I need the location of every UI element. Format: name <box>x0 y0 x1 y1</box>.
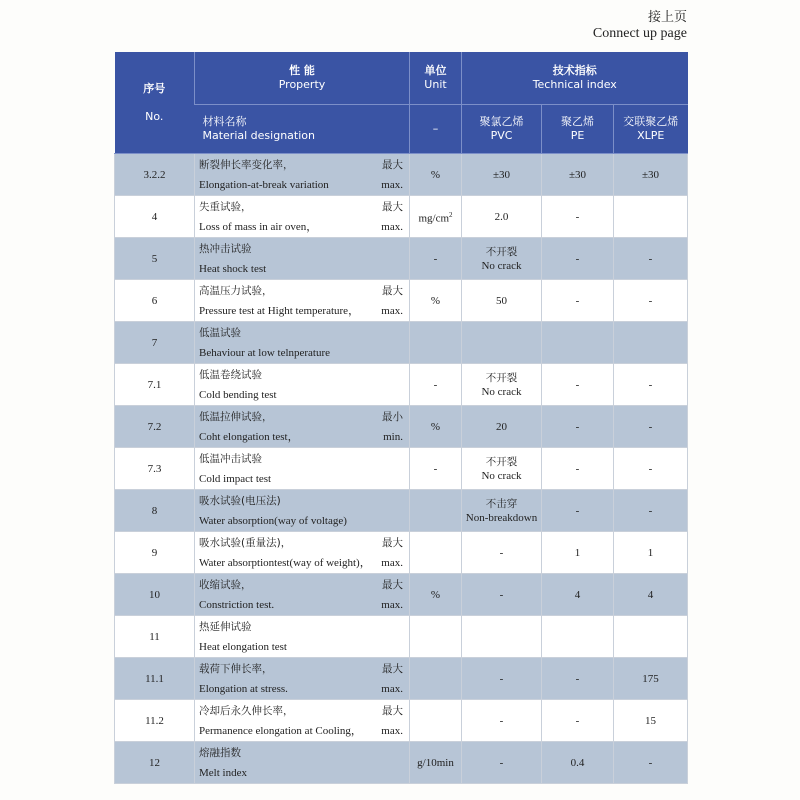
cell-unit: % <box>410 574 462 616</box>
pvc-value: Non-breakdown <box>465 511 538 524</box>
cell-property <box>195 490 410 532</box>
cell-property <box>195 364 410 406</box>
pvc-value-zh: 不击穿 <box>485 497 518 510</box>
limit-en: min. <box>383 431 403 443</box>
cell-property <box>195 448 410 490</box>
cell-pe <box>542 616 614 658</box>
limit-zh: 最大 <box>382 705 403 717</box>
cell-xlpe: - <box>614 238 688 280</box>
pvc-value: 50 <box>496 294 507 307</box>
pvc-value: ±30 <box>492 168 511 181</box>
cell-pvc <box>462 364 542 406</box>
cell-pe: - <box>542 238 614 280</box>
unit-superscript: 2 <box>449 210 453 219</box>
pvc-value: - <box>499 588 504 601</box>
cell-no: 3.2.2 <box>115 154 195 196</box>
limit-zh: 最大 <box>382 285 403 297</box>
limit-en: max. <box>381 683 403 695</box>
cell-unit <box>410 322 462 364</box>
property-zh: 热冲击试验 <box>199 243 252 255</box>
cell-property <box>195 238 410 280</box>
property-zh: 低温冲击试验 <box>199 453 262 465</box>
property-zh: 吸水试验(电压法) <box>199 495 281 507</box>
cell-property <box>195 532 410 574</box>
property-en: Loss of mass in air oven， <box>199 221 318 233</box>
property-en: Cold impact test <box>199 473 272 485</box>
table-row <box>115 574 688 616</box>
table-row <box>115 658 688 700</box>
cell-no: 7 <box>115 322 195 364</box>
cell-xlpe: 175 <box>614 658 688 700</box>
cell-pe: - <box>542 490 614 532</box>
table-row <box>115 742 688 784</box>
property-en: Water absorption(way of voltage) <box>199 515 347 527</box>
header-pe: 聚乙烯 PE <box>542 105 614 154</box>
cell-pvc <box>462 658 542 700</box>
cell-no: 8 <box>115 490 195 532</box>
cell-xlpe: - <box>614 406 688 448</box>
pvc-value-zh: 不开裂 <box>485 455 518 468</box>
property-en: Water absorptiontest(way of weight)， <box>199 557 371 569</box>
pvc-value: 2.0 <box>494 210 509 223</box>
property-en: Elongation at stress. <box>199 683 288 695</box>
continuation-en: Connect up page <box>592 26 687 41</box>
header-material: 材料名称 Material designation <box>195 105 410 154</box>
pvc-value: - <box>499 756 504 769</box>
table-row <box>115 154 688 196</box>
header-property: 性 能 Property <box>195 52 410 105</box>
cell-unit: - <box>410 448 462 490</box>
pvc-value: No crack <box>481 385 522 398</box>
pvc-value: - <box>499 714 504 727</box>
property-zh: 收缩试验， <box>199 579 252 591</box>
property-en: Heat shock test <box>199 263 267 275</box>
cell-unit: % <box>410 406 462 448</box>
pvc-value: No crack <box>481 259 522 272</box>
cell-unit <box>410 616 462 658</box>
cell-unit <box>410 532 462 574</box>
cell-pe: - <box>542 406 614 448</box>
pvc-value: - <box>499 672 504 685</box>
table-row <box>115 364 688 406</box>
cell-xlpe: ±30 <box>614 154 688 196</box>
property-en: Coht elongation test， <box>199 431 299 443</box>
cell-property <box>195 574 410 616</box>
cell-xlpe <box>614 616 688 658</box>
continuation-note <box>593 10 687 42</box>
property-zh: 高温压力试验， <box>199 285 273 297</box>
cell-xlpe: 4 <box>614 574 688 616</box>
cell-xlpe: - <box>614 448 688 490</box>
cell-pvc <box>462 280 542 322</box>
property-en: Pressure test at Hight temperature， <box>199 305 360 317</box>
header-unit-dash: – <box>410 105 462 154</box>
cell-pe: ±30 <box>542 154 614 196</box>
cell-property <box>195 322 410 364</box>
cell-xlpe: 15 <box>614 700 688 742</box>
property-en: Elongation-at-break variation <box>199 179 329 191</box>
cell-no: 5 <box>115 238 195 280</box>
cell-property <box>195 154 410 196</box>
limit-en: max. <box>381 179 403 191</box>
cell-unit: % <box>410 280 462 322</box>
table-row <box>115 448 688 490</box>
cell-pe: - <box>542 364 614 406</box>
continuation-zh: 接上页 <box>647 10 687 25</box>
cell-property <box>195 196 410 238</box>
limit-en: max. <box>381 305 403 317</box>
property-en: Constriction test. <box>199 599 275 611</box>
property-zh: 低温卷绕试验 <box>199 369 262 381</box>
cell-pvc <box>462 238 542 280</box>
pvc-value: No crack <box>481 469 522 482</box>
property-en: Permanence elongation at Cooling， <box>199 725 362 737</box>
cell-property <box>195 280 410 322</box>
pvc-value-zh: 不开裂 <box>485 371 518 384</box>
property-zh: 断裂伸长率变化率， <box>199 159 294 171</box>
limit-en: max. <box>381 599 403 611</box>
pvc-value-zh: 不开裂 <box>485 245 518 258</box>
cell-property <box>195 658 410 700</box>
limit-zh: 最大 <box>382 159 403 171</box>
cell-xlpe: - <box>614 280 688 322</box>
cell-no: 10 <box>115 574 195 616</box>
cell-unit <box>410 700 462 742</box>
cell-xlpe: - <box>614 742 688 784</box>
table-row <box>115 322 688 364</box>
property-zh: 吸水试验(重量法)， <box>199 537 292 549</box>
cell-pe: - <box>542 700 614 742</box>
cell-no: 6 <box>115 280 195 322</box>
cell-pvc <box>462 322 542 364</box>
table-row <box>115 700 688 742</box>
limit-en: max. <box>381 725 403 737</box>
table-row <box>115 406 688 448</box>
cell-pe: 4 <box>542 574 614 616</box>
cell-property <box>195 742 410 784</box>
table-row <box>115 490 688 532</box>
cell-property <box>195 616 410 658</box>
cell-pvc <box>462 616 542 658</box>
cell-pe: - <box>542 658 614 700</box>
cell-unit <box>410 490 462 532</box>
limit-zh: 最大 <box>382 579 403 591</box>
technical-index-table <box>114 52 688 784</box>
cell-pvc <box>462 448 542 490</box>
table-row <box>115 196 688 238</box>
cell-pe: - <box>542 280 614 322</box>
cell-pe: - <box>542 196 614 238</box>
cell-pvc <box>462 154 542 196</box>
table-row <box>115 280 688 322</box>
property-en: Behaviour at low telnperature <box>199 347 331 359</box>
cell-no: 11 <box>115 616 195 658</box>
cell-pe: 1 <box>542 532 614 574</box>
property-zh: 冷却后永久伸长率， <box>199 705 294 717</box>
cell-xlpe <box>614 196 688 238</box>
property-zh: 低温试验 <box>199 327 241 339</box>
cell-unit: g/10min <box>410 742 462 784</box>
property-zh: 载荷下伸长率， <box>199 663 273 675</box>
limit-zh: 最大 <box>382 537 403 549</box>
property-zh: 失重试验， <box>199 201 252 213</box>
property-zh: 熔融指数 <box>199 747 241 759</box>
cell-no: 11.2 <box>115 700 195 742</box>
pvc-value: - <box>499 546 504 559</box>
limit-en: max. <box>381 221 403 233</box>
cell-pvc <box>462 406 542 448</box>
limit-zh: 最大 <box>382 663 403 675</box>
cell-xlpe <box>614 322 688 364</box>
cell-no: 4 <box>115 196 195 238</box>
cell-unit: - <box>410 364 462 406</box>
limit-zh: 最大 <box>382 201 403 213</box>
cell-no: 7.2 <box>115 406 195 448</box>
cell-no: 7.3 <box>115 448 195 490</box>
table-row <box>115 238 688 280</box>
header-technical-index: 技术指标 Technical index <box>462 52 688 105</box>
cell-pe: 0.4 <box>542 742 614 784</box>
property-en: Heat elongation test <box>199 641 287 653</box>
property-zh: 热延伸试验 <box>199 621 252 633</box>
header-no: 序号 No. <box>115 52 195 154</box>
cell-pvc <box>462 490 542 532</box>
cell-xlpe: - <box>614 364 688 406</box>
cell-pe: - <box>542 448 614 490</box>
cell-property <box>195 700 410 742</box>
cell-unit: % <box>410 154 462 196</box>
cell-no: 11.1 <box>115 658 195 700</box>
pvc-value: 20 <box>496 420 507 433</box>
cell-pe <box>542 322 614 364</box>
cell-pvc <box>462 532 542 574</box>
cell-pvc <box>462 742 542 784</box>
limit-en: max. <box>381 557 403 569</box>
cell-pvc <box>462 574 542 616</box>
property-zh: 低温拉伸试验， <box>199 411 273 423</box>
cell-pvc <box>462 196 542 238</box>
table-row <box>115 616 688 658</box>
cell-pvc <box>462 700 542 742</box>
cell-no: 9 <box>115 532 195 574</box>
header-xlpe: 交联聚乙烯 XLPE <box>614 105 688 154</box>
cell-no: 12 <box>115 742 195 784</box>
cell-xlpe: 1 <box>614 532 688 574</box>
property-en: Melt index <box>199 767 247 779</box>
cell-property <box>195 406 410 448</box>
cell-unit: $mg/cm^2$ <box>410 196 462 238</box>
table-row <box>115 532 688 574</box>
cell-unit <box>410 658 462 700</box>
limit-zh: 最小 <box>382 411 403 423</box>
header-pvc: 聚氯乙烯 PVC <box>462 105 542 154</box>
cell-no: 7.1 <box>115 364 195 406</box>
cell-unit: - <box>410 238 462 280</box>
cell-xlpe: - <box>614 490 688 532</box>
property-en: Cold bending test <box>199 389 277 401</box>
header-unit: 单位 Unit <box>410 52 462 105</box>
